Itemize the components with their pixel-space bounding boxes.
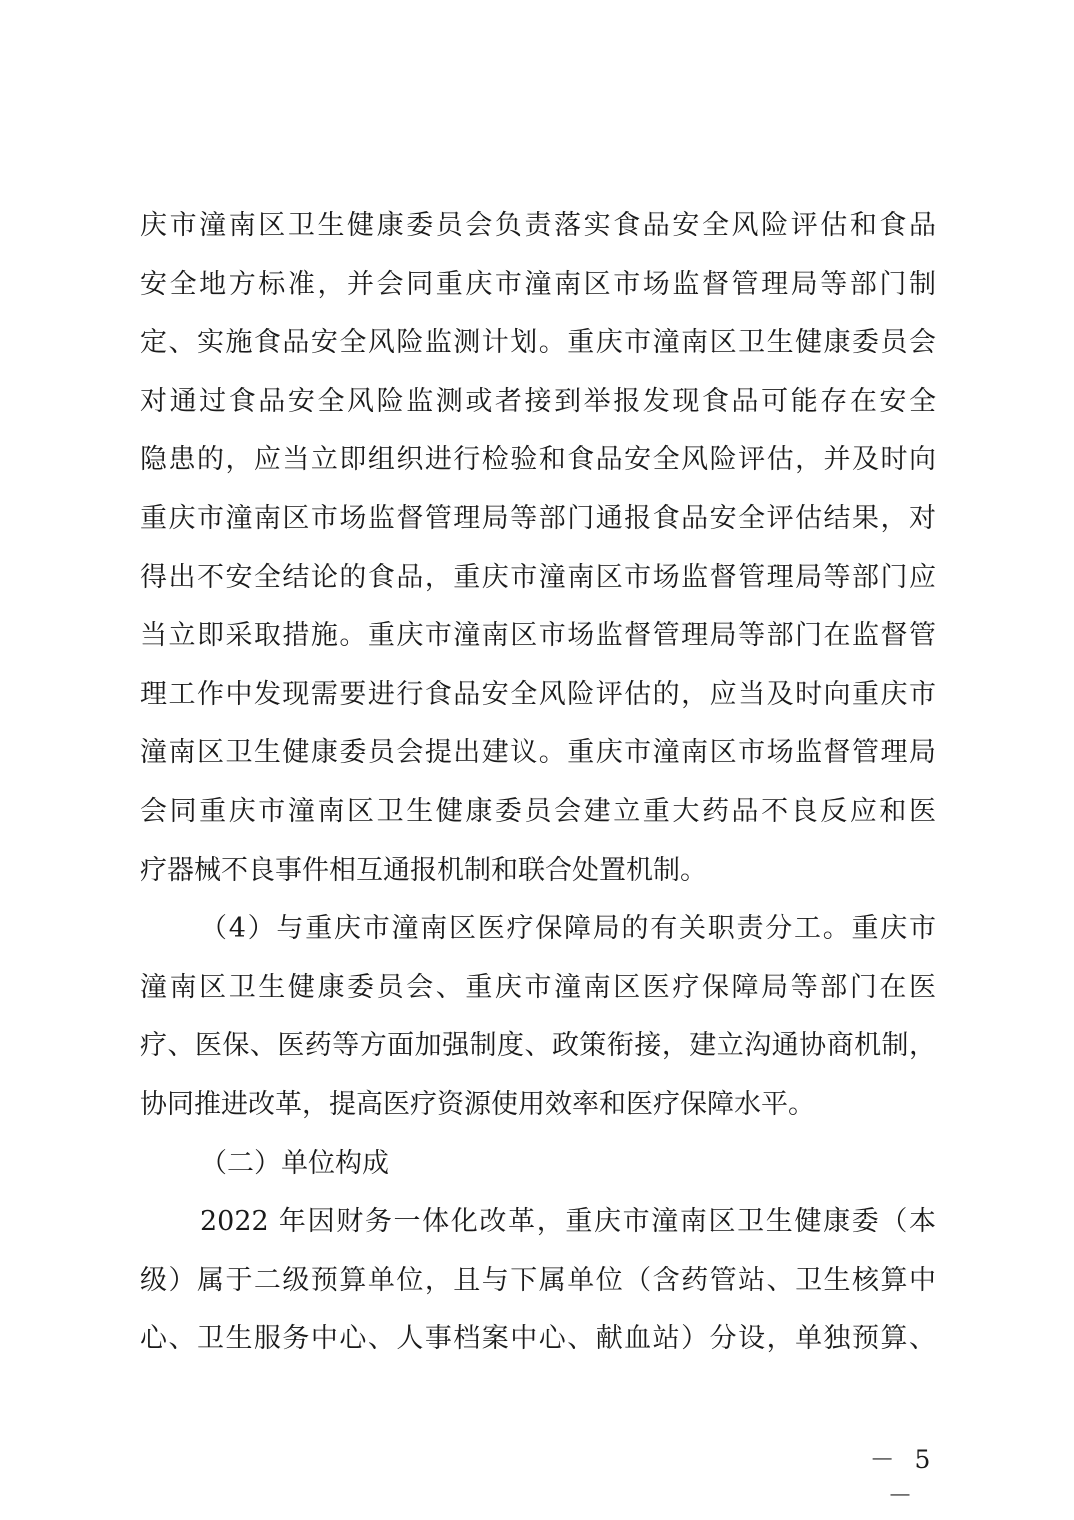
text-line: 协同推进改革，提高医疗资源使用效率和医疗保障水平。 (140, 1088, 815, 1120)
text-line: 隐患的，应当立即组织进行检验和食品安全风险评估，并及时向 (140, 444, 936, 476)
text-line: 庆市潼南区卫生健康委员会负责落实食品安全风险评估和食品 (140, 210, 936, 241)
text-line: 2022 年因财务一体化改革，重庆市潼南区卫生健康委（本 (200, 1206, 936, 1238)
text-line: 潼南区卫生健康委员会、重庆市潼南区医疗保障局等部门在医 (140, 971, 936, 1003)
text-line: 得出不安全结论的食品，重庆市潼南区市场监督管理局等部门应 (140, 561, 936, 593)
text-line: 定、实施食品安全风险监测计划。重庆市潼南区卫生健康委员会 (140, 327, 936, 359)
text-line: （4）与重庆市潼南区医疗保障局的有关职责分工。重庆市 (200, 913, 936, 945)
paragraph-unit-composition (140, 1193, 936, 1369)
text-line: 重庆市潼南区市场监督管理局等部门通报食品安全评估结果，对 (140, 502, 936, 534)
paragraph-medical-security (140, 900, 936, 1134)
text-line: 心、卫生服务中心、人事档案中心、献血站）分设，单独预算、 (140, 1323, 936, 1355)
page-number: － 5 － (869, 1445, 937, 1510)
section-heading-unit-composition (140, 1135, 936, 1194)
text-line: 级）属于二级预算单位，且与下属单位（含药管站、卫生核算中 (140, 1264, 936, 1296)
section-heading: （二）单位构成 (200, 1147, 389, 1179)
text-line: 对通过食品安全风险监测或者接到举报发现食品可能存在安全 (140, 385, 936, 417)
text-line: 安全地方标准，并会同重庆市潼南区市场监督管理局等部门制 (140, 268, 936, 300)
text-line: 潼南区卫生健康委员会提出建议。重庆市潼南区市场监督管理局 (140, 737, 936, 769)
text-line: 疗器械不良事件相互通报机制和联合处置机制。 (140, 854, 707, 886)
text-line: 理工作中发现需要进行食品安全风险评估的，应当及时向重庆市 (140, 678, 936, 710)
paragraph-food-safety (140, 197, 936, 900)
text-line: 会同重庆市潼南区卫生健康委员会建立重大药品不良反应和医 (140, 795, 936, 827)
text-line: 当立即采取措施。重庆市潼南区市场监督管理局等部门在监督管 (140, 620, 936, 652)
text-line: 疗、医保、医药等方面加强制度、政策衔接，建立沟通协商机制， (140, 1030, 936, 1062)
document-body (140, 197, 936, 1369)
